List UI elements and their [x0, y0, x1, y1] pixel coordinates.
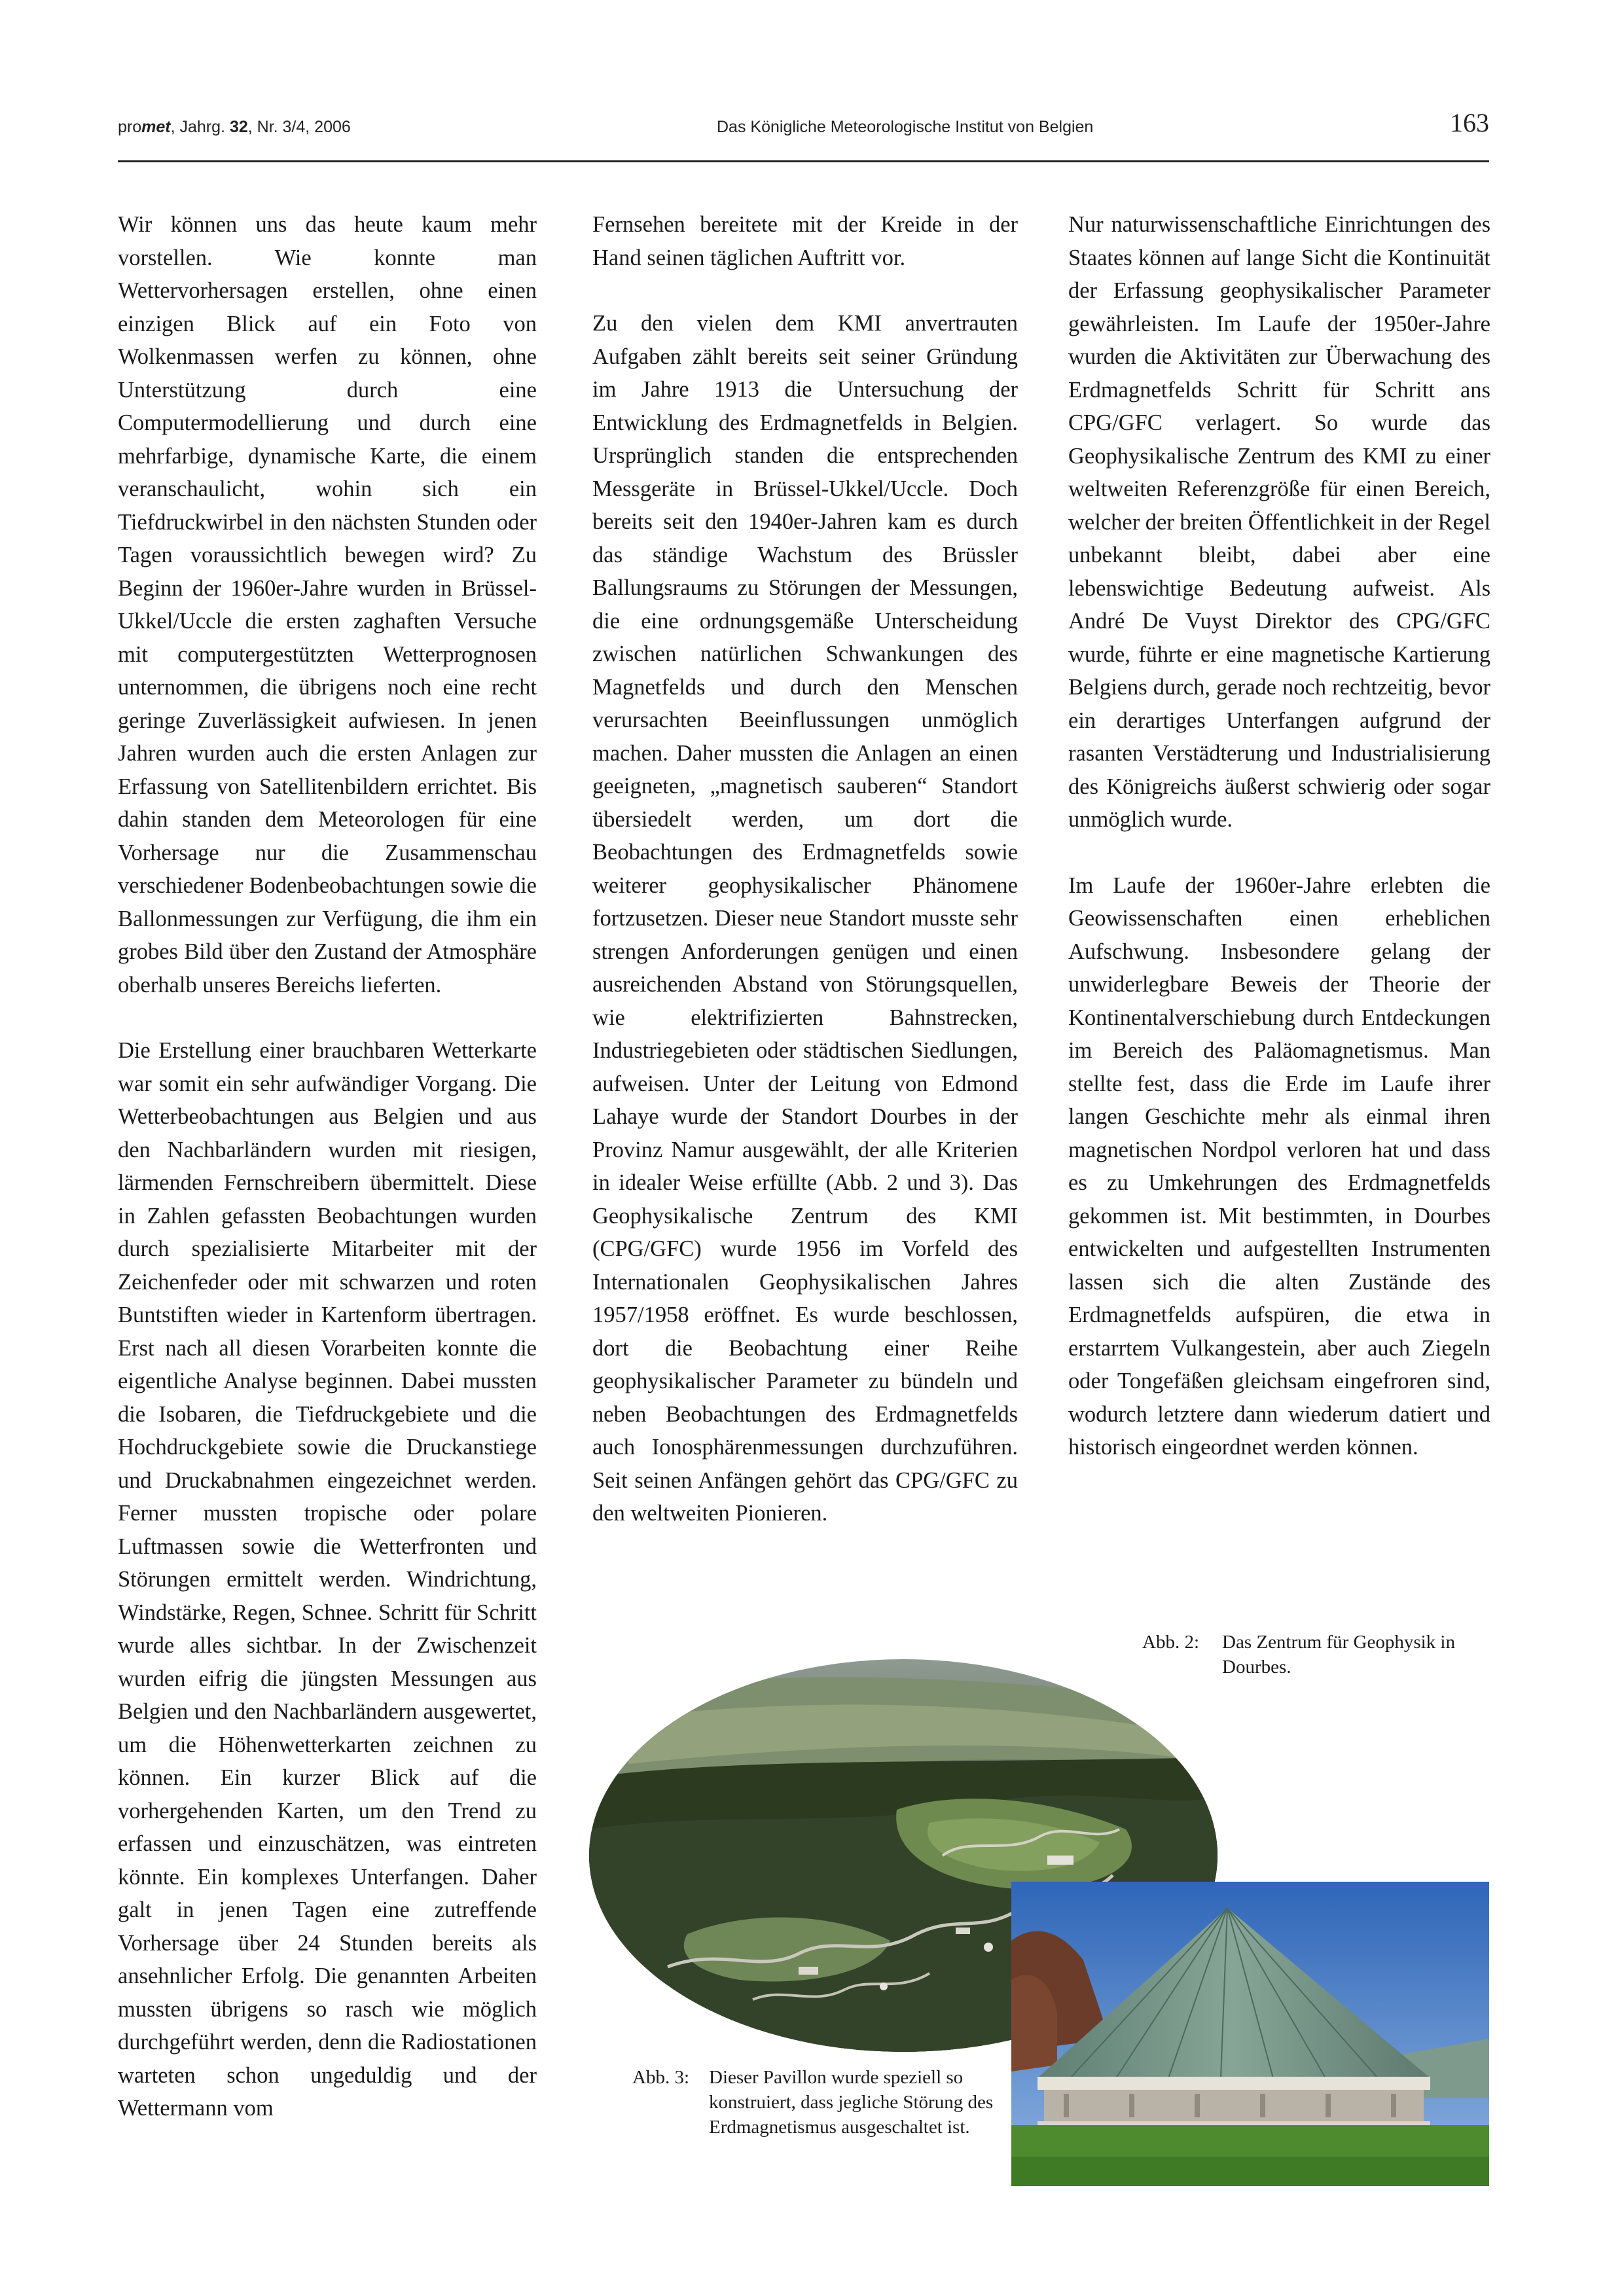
journal-year-label: , Jahrg.	[170, 118, 230, 136]
figure-3-label: Abb. 3:	[632, 2067, 689, 2088]
pavilion-photo	[1011, 1882, 1489, 2186]
paragraph: Die Erstellung einer brauchbaren Wetterkarte war somit ein sehr aufwändiger Vorgang. Die Wetterbeobachtungen aus Belgien und aus den Nachbarländern wurden mit riesigen, lärmenden Fernschreibern übermittelt. Diese in Zahlen gefassten Beobachtungen wurden durch spezialisierte Mitarbeiter mit der Zeichenfeder oder mit schwarzen und roten Buntstiften wieder in Kartenform übertragen. Erst nach all diesen Vorarbeiten konnte die eigentliche Analyse beginnen. Dabei mussten die Isobaren, die Tiefdruckgebiete und die Hochdruckgebiete sowie die Druckanstiege und Druckabnahmen eingezeichnet werden. Ferner mussten tropische oder polare Luftmassen sowie die Wetterfronten und Störungen ermittelt werden. Windrichtung, Windstärke, Regen, Schnee. Schritt für Schritt wurde alles sichtbar. In der Zwischenzeit wurden eifrig die jüngsten Messungen aus Belgien und den Nachbarländern ausgewertet, um die Höhenwetterkarten zeichnen zu können. Ein kurzer Blick auf die vorhergehenden Karten, um den Trend zu erfassen und einzuschätzen, was eintreten könnte. Ein komplexes Unterfangen. Daher galt in jenen Tagen eine zutreffende Vorhersage über 24 Stunden bereits als ansehnlicher Erfolg. Die genannten Arbeiten mussten übrigens so rasch wie möglich durchgeführt werden, denn die Radiostationen warteten schon ungeduldig und der Wettermann vom	[118, 1038, 537, 2121]
journal-issue: , Nr. 3/4, 2006	[247, 118, 351, 136]
header-rule	[118, 160, 1489, 162]
journal-name-met: met	[141, 118, 171, 136]
paragraph: Nur naturwissenschaftliche Einrichtungen des Staates können auf lange Sicht die Kontinuität der Erfassung geophysikalischer Parameter gewährleisten. Im Laufe der 1950er-Jahre wurden die Aktivitäten zur Überwachung des Erdmagnetfelds Schritt für Schritt ans CPG/GFC verlagert. So wurde das Geophysikalische Zentrum des KMI zu einer weltweiten Referenzgröße für einen Bereich, welcher der breiten Öffentlichkeit in der Regel unbekannt bleibt, dabei aber eine lebenswichtige Bedeutung aufweist. Als André De Vuyst Direktor des CPG/GFC wurde, führte er eine magnetische Kartierung Belgiens durch, gerade noch rechtzeitig, bevor ein derartiges Unterfangen aufgrund der rasanten Verstädterung und Industrialisierung des Königreichs äußerst schwierig oder sogar unmöglich wurde.	[1068, 212, 1491, 832]
journal-citation	[118, 118, 351, 137]
text-column-2	[592, 208, 1018, 1530]
paragraph: Fernsehen bereitete mit der Kreide in der Hand seinen täglichen Auftritt vor.	[592, 212, 1018, 270]
figure-3-caption-text: Dieser Pavillon wurde speziell so konstruiert, dass jegliche Störung des Erdmagnetismus ausgeschaltet ist.	[709, 2067, 994, 2138]
running-header	[118, 103, 1489, 158]
paragraph: Zu den vielen dem KMI anvertrauten Aufgaben zählt bereits seit seiner Gründung im Jahre 1913 die Untersuchung der Entwicklung des Erdmagnetfelds in Belgien. Ursprünglich standen die entsprechenden Messgeräte in Brüssel-Ukkel/Uccle. Doch bereits seit den 1940er-Jahren kam es durch das ständige Wachstum des Brüssler Ballungsraums zu Störungen der Messungen, die eine ordnungsgemäße Unterscheidung zwischen natürlichen Schwankungen des Magnetfelds und durch den Menschen verursachten Beeinflussungen unmöglich machen. Daher mussten die Anlagen an einen geeigneten, „magnetisch sauberen“ Standort übersiedelt werden, um dort die Beobachtungen des Erdmagnetfelds sowie weiterer geophysikalischer Phänomene fortzusetzen. Dieser neue Standort musste sehr strengen Anforderungen genügen und einen ausreichenden Abstand von Störungsquellen, wie elektrifizierten Bahnstrecken, Industriegebieten oder städtischen Siedlungen, aufweisen. Unter der Leitung von Edmond Lahaye wurde der Standort Dourbes in der Provinz Namur ausgewählt, der alle Kriterien in idealer Weise erfüllte (Abb. 2 und 3). Das Geophysikalische Zentrum des KMI (CPG/GFC) wurde 1956 im Vorfeld des Internationalen Geophysikalischen Jahres 1957/1958 eröffnet. Es wurde beschlossen, dort die Beobachtung einer Reihe geophysikalischer Parameter zu bündeln und neben Beobachtungen des Erdmagnetfelds auch Ionosphärenmessungen durchzuführen. Seit seinen Anfängen gehört das CPG/GFC zu den weltweiten Pionieren.	[592, 311, 1018, 1526]
figure-2-label: Abb. 2:	[1142, 1632, 1199, 1653]
text-column-3	[1068, 208, 1490, 1464]
paragraph: Im Laufe der 1960er-Jahre erlebten die Geowissenschaften einen erheblichen Aufschwung. Insbesondere gelang der unwiderlegbare Beweis der Theorie der Kontinentalverschiebung durch Entdeckungen im Bereich des Paläomagnetismus. Man stellte fest, dass die Erde im Laufe ihrer langen Geschichte mehr als einmal ihren magnetischen Nordpol verloren hat und dass es zu Umkehrungen des Erdmagnetfelds gekommen ist. Mit bestimmten, in Dourbes entwickelten und aufgestellten Instrumenten lassen sich die alten Zustände des Erdmagnetfelds aufspüren, die etwa in erstarrtem Vulkangestein, aber auch Ziegeln oder Tongefäßen gleichsam eingefroren sind, wodurch letztere dann wiederum datiert und historisch eingeordnet werden können.	[1068, 872, 1490, 1460]
journal-name-pro: pro	[118, 118, 142, 136]
journal-volume: 32	[229, 118, 248, 136]
running-title: Das Königliche Meteorologische Institut von Belgien	[717, 118, 1094, 136]
page-number: 163	[1450, 108, 1489, 137]
text-column-1	[118, 208, 537, 2125]
figure-2-caption-text: Das Zentrum für Geophysik in Dourbes.	[1222, 1632, 1455, 1677]
paragraph: Wir können uns das heute kaum mehr vorstellen. Wie konnte man Wettervorhersagen erstellen, ohne einen einzigen Blick auf ein Foto von Wolkenmassen werfen zu können, ohne Unterstützung durch eine Computermodellierung und durch eine mehrfarbige, dynamische Karte, die einem veranschaulicht, wohin sich ein Tiefdruckwirbel in den nächsten Stunden oder Tagen voraussichtlich bewegen wird? Zu Beginn der 1960er-Jahre wurden in Brüssel-Ukkel/Uccle die ersten zaghaften Versuche mit computergestützten Wetterprognosen unternommen, die übrigens noch eine recht geringe Zuverlässigkeit aufwiesen. In jenen Jahren wurden auch die ersten Anlagen zur Erfassung von Satellitenbildern errichtet. Bis dahin standen dem Meteorologen für eine Vorhersage nur die Zusammenschau verschiedener Bodenbeobachtungen sowie die Ballonmessungen zur Verfügung, die ihm ein grobes Bild über den Zustand der Atmosphäre oberhalb unseres Bereichs lieferten.	[118, 212, 537, 997]
